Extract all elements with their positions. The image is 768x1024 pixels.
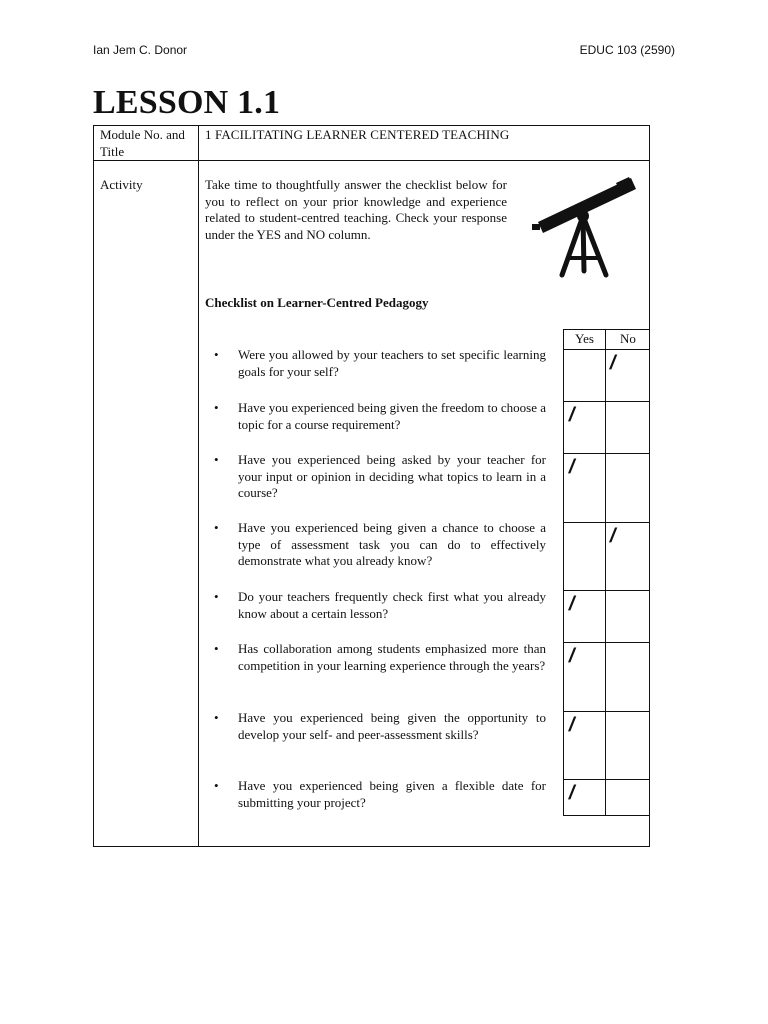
row-divider xyxy=(94,160,649,161)
grid-row-divider xyxy=(564,453,649,454)
column-header-no: No xyxy=(620,331,636,346)
grid-row-divider xyxy=(564,642,649,643)
bullet: • xyxy=(214,589,219,604)
checklist-question: Have you experienced being given a flexible date for submitting your project? xyxy=(238,778,546,810)
check-mark-yes: / xyxy=(566,782,578,804)
header-author: Ian Jem C. Donor xyxy=(93,43,188,57)
bullet: • xyxy=(214,710,219,725)
grid-column-divider xyxy=(605,330,606,815)
header-course: EDUC 103 (2590) xyxy=(579,43,675,57)
activity-instructions: Take time to thoughtfully answer the checklist below for you to reflect on your prior knowledge and experience related to student-centred teaching. Check your response under the YES and NO column. xyxy=(205,177,507,242)
checklist-question: Has collaboration among students emphasized more than competition in your learning experience through the years? xyxy=(238,641,546,673)
grid-row-divider xyxy=(564,522,649,523)
check-mark-yes: / xyxy=(566,456,578,478)
bullet: • xyxy=(214,778,219,793)
answer-grid xyxy=(563,329,650,816)
grid-row-divider xyxy=(564,711,649,712)
column-header-yes: Yes xyxy=(575,331,594,346)
bullet: • xyxy=(214,452,219,467)
bullet: • xyxy=(214,520,219,535)
check-mark-no: / xyxy=(607,525,619,547)
grid-row-divider xyxy=(564,401,649,402)
lesson-table xyxy=(93,125,650,847)
check-mark-yes: / xyxy=(566,593,578,615)
bullet: • xyxy=(214,400,219,415)
bullet: • xyxy=(214,641,219,656)
checklist-question: Were you allowed by your teachers to set specific learning goals for your self? xyxy=(238,347,546,379)
check-mark-no: / xyxy=(607,352,619,374)
grid-row-divider xyxy=(564,779,649,780)
module-label: Module No. and Title xyxy=(100,127,185,159)
bullet: • xyxy=(214,347,219,362)
checklist-question: Have you experienced being given the opportunity to develop your self- and peer-assessment skills? xyxy=(238,710,546,742)
lesson-title: LESSON 1.1 xyxy=(93,84,281,121)
checklist-question: Do your teachers frequently check first what you already know about a certain lesson? xyxy=(238,589,546,621)
telescope-icon xyxy=(528,176,638,286)
module-title: 1 FACILITATING LEARNER CENTERED TEACHING xyxy=(205,127,510,142)
column-divider xyxy=(198,126,199,846)
activity-label: Activity xyxy=(100,177,143,192)
checklist-question: Have you experienced being given a chance to choose a type of assessment task you can do to effectively demonstrate what you already know? xyxy=(238,520,546,568)
grid-row-divider xyxy=(564,590,649,591)
check-mark-yes: / xyxy=(566,714,578,736)
checklist-question: Have you experienced being asked by your teacher for your input or opinion in deciding what topics to learn in a course? xyxy=(238,452,546,500)
checklist-title: Checklist on Learner-Centred Pedagogy xyxy=(205,295,429,310)
checklist-question: Have you experienced being given the freedom to choose a topic for a course requirement? xyxy=(238,400,546,432)
check-mark-yes: / xyxy=(566,404,578,426)
check-mark-yes: / xyxy=(566,645,578,667)
grid-row-divider xyxy=(564,349,649,350)
